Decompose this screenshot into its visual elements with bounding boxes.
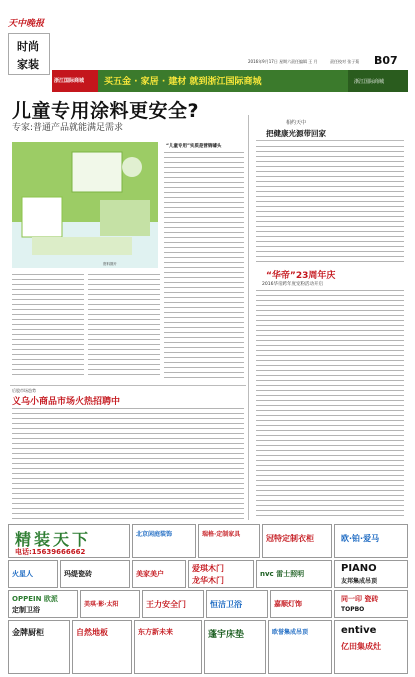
- ad-oumei: [268, 620, 332, 674]
- bottom-article-body: [12, 408, 244, 520]
- bottom-article-headline: 义乌小商品市场火热招聘中: [12, 397, 121, 407]
- ad-jingzhuang-phone: 电话:15639666662: [15, 548, 86, 556]
- ad-tomoo-cn: 同一印 瓷砖: [341, 595, 379, 603]
- main-headline: 儿童专用涂料更安全?: [12, 100, 200, 122]
- ad-yitian-name: 亿田集成灶: [341, 642, 381, 651]
- ad-meijia-name: 美家美户: [136, 570, 164, 578]
- ad-ceramic: [60, 560, 130, 588]
- ad-entive-name: entive: [341, 625, 377, 636]
- main-subhead: 专家:普通产品就能满足需求: [12, 123, 124, 133]
- ad-oppein-name: OPPEIN 欧派: [12, 595, 58, 603]
- ad-wangli: [142, 590, 204, 618]
- photo-caption: 资料图片: [103, 262, 117, 266]
- ad-dec1: [132, 524, 196, 558]
- editor-line: 责任编辑 王 月: [291, 59, 318, 64]
- ad-panorama: [134, 620, 202, 674]
- ad-piano-cn: 友邦集成吊顶: [341, 578, 378, 585]
- ad-lighting: [270, 590, 332, 618]
- room-illustration: [12, 142, 158, 268]
- ad-ziran: [72, 620, 132, 674]
- right-article2-headline: “华帝”23周年庆: [266, 271, 336, 281]
- ad-dec1-name: 北京闲庭装饰: [136, 531, 173, 538]
- ad-ziran-name: 自然地板: [76, 628, 108, 637]
- ad-dec3: [262, 524, 332, 558]
- bottom-article-kicker: 后股市场趋势: [12, 388, 36, 393]
- main-body-text-col2: [88, 274, 160, 378]
- right-article1-title: 把健康光源带回家: [266, 129, 326, 138]
- proof-line: 责任校对 张子菊: [330, 59, 360, 64]
- ad-dec2-name: 瑞格·定制家具: [202, 531, 241, 538]
- ad-kitchen: [8, 620, 70, 674]
- ad-meijia: [132, 560, 186, 588]
- column-divider: [248, 115, 249, 520]
- ad-dec3-name: 冠特定制衣柜: [266, 534, 314, 543]
- date-line: 2016年9月17日 星期六: [248, 59, 292, 64]
- ad-oppein-sub: 定制卫浴: [12, 606, 40, 614]
- section-title-line1: 时尚: [17, 40, 39, 53]
- main-body-text-col1: [12, 274, 84, 378]
- ad-dec4: [334, 524, 408, 558]
- ad-nvc: [256, 560, 332, 588]
- banner-right-text: 浙江国际商城: [354, 79, 385, 85]
- ad-dec4-name: 欧·铂·爱马: [341, 534, 380, 543]
- banner-company: 浙江国际商城: [54, 78, 85, 84]
- main-bottom-rule: [10, 385, 246, 386]
- paper-name: 天中晚报: [8, 19, 45, 29]
- right-article1-header: 相约天中: [286, 120, 307, 126]
- ad-tomoo: [334, 590, 408, 618]
- main-body-text-col3: [164, 152, 244, 378]
- ad-piano-name: PIANO: [341, 563, 377, 574]
- kids-room-photo: [12, 142, 158, 268]
- ad-piano: [334, 560, 408, 588]
- ad-jingzhuang-title: 精装天下: [15, 530, 92, 549]
- banner-slogan: 买五金 · 家居 · 建材 就到浙江国际商城: [104, 77, 262, 87]
- ad-entive: [334, 620, 408, 674]
- right-article2-subhead: 2016华帝跨年度宠粉活动开启: [262, 282, 323, 287]
- ad-aiqi-name: 爱琪木门: [192, 564, 224, 573]
- ad-aiqi: [188, 560, 254, 588]
- ad-longfeng-name: 龙华木门: [192, 576, 224, 585]
- ad-tomoo-name: TOPBO: [341, 606, 365, 613]
- ad-hegii-name: 恒洁卫浴: [210, 600, 242, 609]
- ad-kitchen-name: 金牌厨柜: [12, 628, 44, 637]
- ad-ceramic-name: 玛缇瓷砖: [64, 570, 92, 578]
- right-article1-body: [256, 146, 404, 264]
- ad-lighting-name: 嘉顺灯饰: [274, 600, 302, 608]
- top-banner-ad: [52, 70, 408, 92]
- ad-meiqi: [80, 590, 140, 618]
- ad-oumei-name: 欧誉集成吊顶: [272, 629, 309, 636]
- ad-nvc-name: nvc 雷士照明: [260, 570, 305, 578]
- right-article2-body: [256, 290, 404, 518]
- ad-zhuji-name: 蓬宇床垫: [208, 630, 245, 640]
- ad-fire: [8, 560, 58, 588]
- page-number: B07: [374, 54, 398, 67]
- right-article1-rule: [256, 140, 404, 141]
- section-badge: [8, 33, 50, 75]
- ad-dec2: [198, 524, 260, 558]
- ads-area: [8, 524, 408, 674]
- ad-fire-name: 火星人: [12, 570, 33, 578]
- ad-panorama-name: 东方新未来: [138, 628, 173, 636]
- ad-oppein: [8, 590, 78, 618]
- ad-zhuji: [204, 620, 266, 674]
- main-section-marker: “儿童专用”实质是营销噱头: [166, 144, 222, 149]
- ad-jingzhuang: [8, 524, 130, 558]
- section-title-line2: 家装: [17, 58, 39, 71]
- ad-hegii: [206, 590, 268, 618]
- ad-wangli-name: 王力安全门: [146, 600, 186, 609]
- ad-meiqi-name: 美琪·影·太阳: [84, 601, 119, 608]
